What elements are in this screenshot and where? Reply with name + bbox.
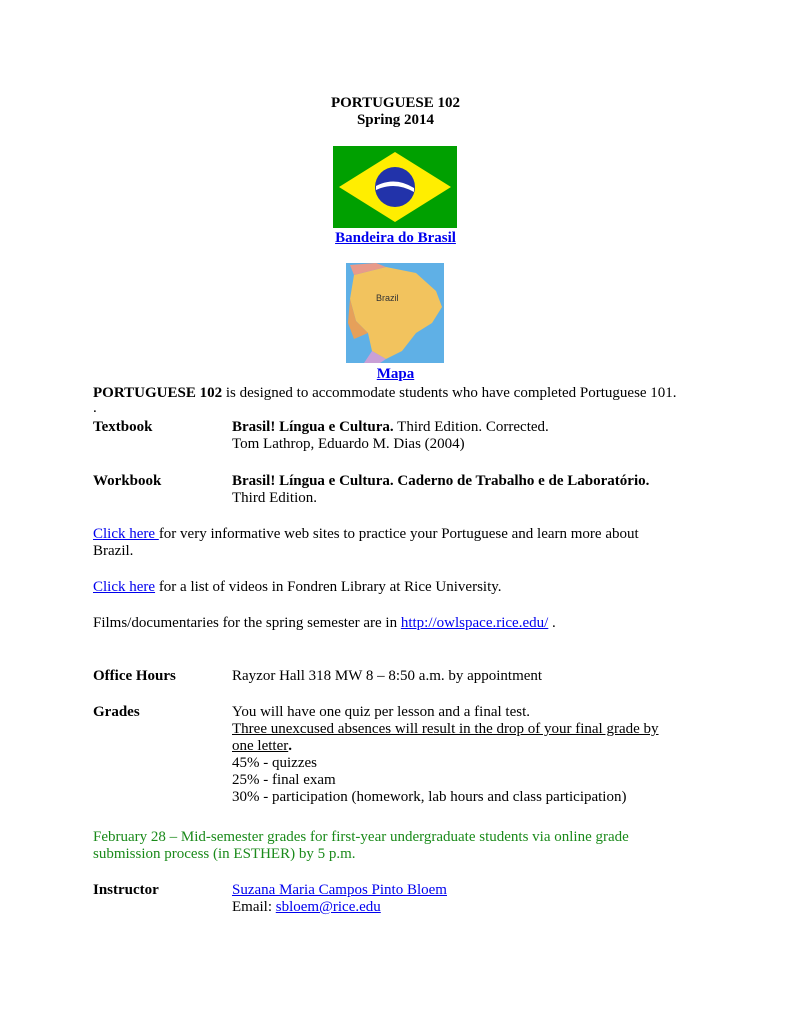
grades-line3: one letter <box>232 738 289 754</box>
intro-course: PORTUGUESE 102 <box>93 385 223 401</box>
email-label: Email: <box>232 899 276 915</box>
films-paragraph <box>93 615 556 632</box>
intro-paragraph <box>93 385 677 402</box>
grades-quizzes: 45% - quizzes <box>232 755 317 771</box>
sites-text: for very informative web sites to practice your Portuguese and learn more about <box>158 526 639 542</box>
videos-paragraph <box>93 579 502 596</box>
sites-text-2: Brazil. <box>93 543 134 559</box>
intro-text: is designed to accommodate students who have completed Portuguese 101. <box>222 385 677 401</box>
owlspace-link[interactable]: http://owlspace.rice.edu/ <box>400 615 549 631</box>
grades-label: Grades <box>93 704 140 720</box>
videos-text: for a list of videos in Fondren Library at Rice University. <box>155 579 502 595</box>
map-label: Brazil <box>376 293 399 303</box>
flag-link[interactable]: Bandeira do Brasil <box>335 230 456 246</box>
films-end: . <box>548 615 556 631</box>
midsemester-notice <box>93 829 629 863</box>
textbook-label: Textbook <box>93 419 153 435</box>
course-title: PORTUGUESE 102 <box>330 95 461 111</box>
grades-line3-end: . <box>288 738 292 754</box>
grades-line1: You will have one quiz per lesson and a final test. <box>232 704 531 720</box>
notice-line1: February 28 – Mid-semester grades for first-year undergraduate students via online grade <box>93 829 629 845</box>
brazil-map-image[interactable] <box>346 263 444 363</box>
workbook-edition: Third Edition. <box>232 490 317 506</box>
term: Spring 2014 <box>356 112 435 128</box>
sites-paragraph <box>93 526 639 560</box>
grades-final: 25% - final exam <box>232 772 336 788</box>
brazil-flag-image[interactable] <box>333 146 457 228</box>
notice-line2: submission process (in ESTHER) by 5 p.m. <box>93 846 356 862</box>
videos-link[interactable]: Click here <box>93 579 156 595</box>
office-text: Rayzor Hall 318 MW 8 – 8:50 a.m. by appointment <box>232 668 543 684</box>
workbook-details <box>232 473 649 507</box>
textbook-title: Brasil! Língua e Cultura. <box>232 419 394 435</box>
workbook-label: Workbook <box>93 473 162 489</box>
instructor-name-link[interactable]: Suzana Maria Campos Pinto Bloem <box>232 882 447 898</box>
textbook-edition: Third Edition. Corrected. <box>393 419 549 435</box>
email-link[interactable]: sbloem@rice.edu <box>275 899 381 915</box>
workbook-title: Brasil! Língua e Cultura. Caderno de Trabalho e de Laboratório. <box>232 473 650 489</box>
grades-participation: 30% - participation (homework, lab hours and class participation) <box>232 789 627 805</box>
textbook-details <box>232 419 549 453</box>
grades-details <box>232 704 659 806</box>
films-text: Films/documentaries for the spring semester are in <box>93 615 401 631</box>
instructor-details <box>232 882 447 916</box>
map-link[interactable]: Mapa <box>376 366 415 382</box>
textbook-authors: Tom Lathrop, Eduardo M. Dias (2004) <box>232 436 465 452</box>
sites-link[interactable]: Click here <box>93 526 159 542</box>
intro-dot: . <box>93 400 97 416</box>
grades-line2: Three unexcused absences will result in the drop of your final grade by <box>232 721 659 737</box>
instructor-label: Instructor <box>93 882 159 898</box>
office-label: Office Hours <box>93 668 176 684</box>
